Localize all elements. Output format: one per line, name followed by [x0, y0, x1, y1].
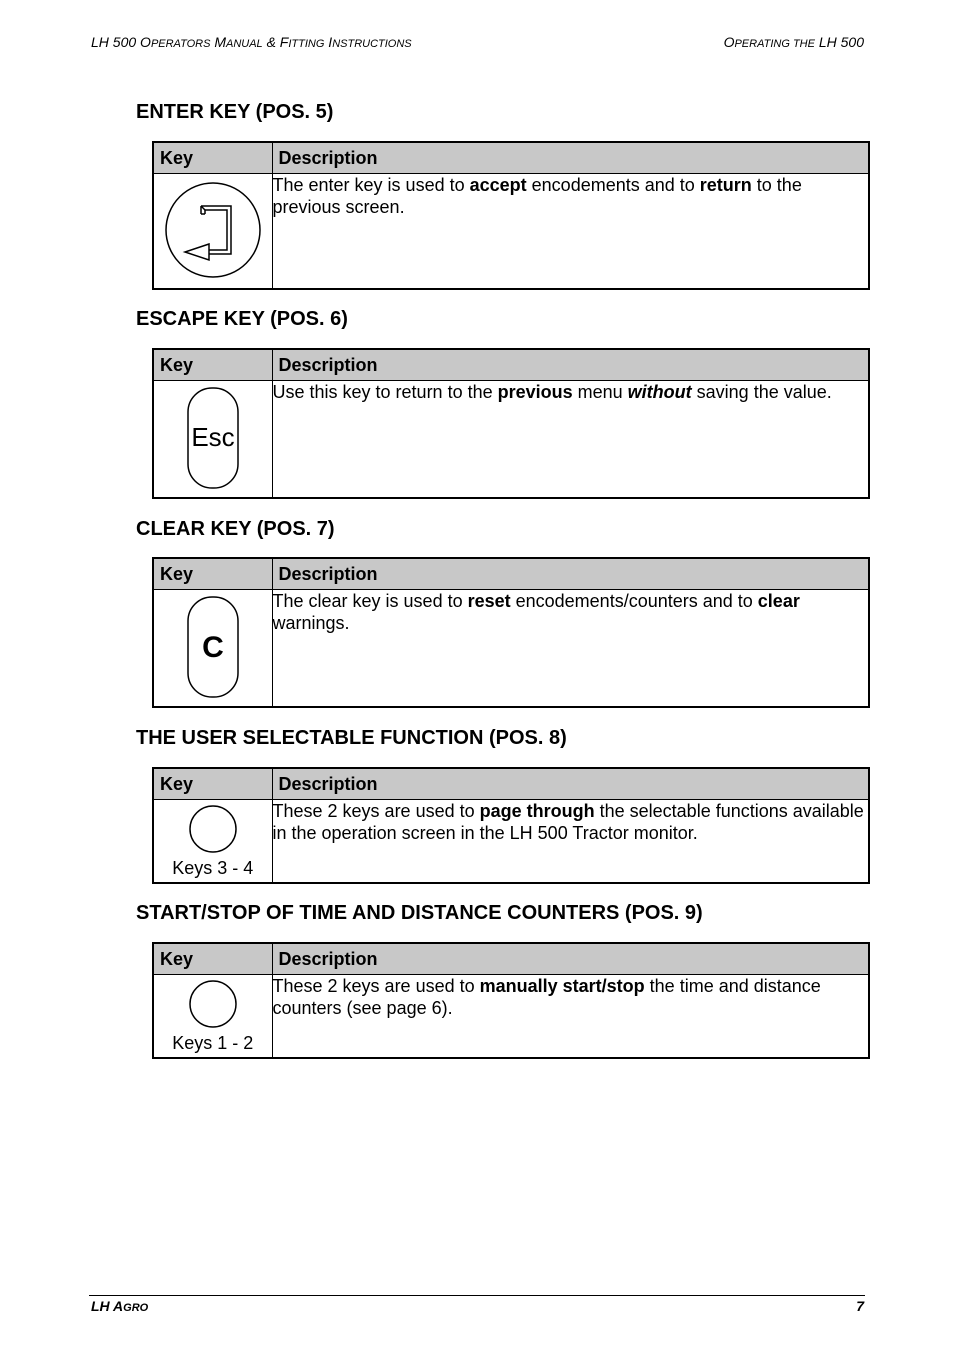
running-header-left: LH 500 OPERATORS MANUAL & FITTING INSTRUCTIONS	[91, 34, 412, 50]
round-key-icon	[188, 979, 238, 1029]
start-stop-counters-table	[152, 942, 870, 1059]
col-header-description: Description	[272, 349, 869, 381]
col-header-description: Description	[272, 142, 869, 174]
running-header-right: OPERATING THE LH 500	[723, 34, 864, 50]
col-header-key: Key	[153, 142, 272, 174]
key-cell	[153, 174, 272, 289]
round-key-icon	[188, 804, 238, 854]
esc-key-label: Esc	[191, 422, 235, 452]
clear-key-table	[152, 557, 870, 708]
col-header-description: Description	[272, 768, 869, 800]
section-title-enter-key: ENTER KEY (POS. 5)	[136, 101, 334, 123]
description-cell: Use this key to return to the previous menu without saving the value.	[272, 381, 869, 498]
col-header-key: Key	[153, 558, 272, 590]
user-selectable-function-table	[152, 767, 870, 884]
section-title-escape-key: ESCAPE KEY (POS. 6)	[136, 308, 348, 330]
key-cell	[153, 975, 272, 1058]
description-cell: The enter key is used to accept encodements and to return to the previous screen.	[272, 174, 869, 289]
key-label: Keys 1 - 2	[172, 1033, 254, 1053]
enter-key-table	[152, 141, 870, 290]
key-cell	[153, 381, 272, 498]
section-title-start-stop-counters: START/STOP OF TIME AND DISTANCE COUNTERS (POS. 9)	[136, 902, 703, 924]
description-cell: These 2 keys are used to page through the selectable functions available in the operation screen in the LH 500 Tractor monitor.	[272, 800, 869, 883]
footer-rule	[89, 1295, 865, 1296]
col-header-key: Key	[153, 768, 272, 800]
key-cell	[153, 800, 272, 883]
description-cell: These 2 keys are used to manually start/stop the time and distance counters (see page 6).	[272, 975, 869, 1058]
clear-key-label: C	[201, 631, 224, 664]
section-title-clear-key: CLEAR KEY (POS. 7)	[136, 518, 335, 540]
key-cell	[153, 590, 272, 707]
clear-key-icon	[183, 595, 243, 699]
col-header-description: Description	[272, 943, 869, 975]
col-header-key: Key	[153, 943, 272, 975]
escape-key-table	[152, 348, 870, 499]
section-title-user-selectable-function: THE USER SELECTABLE FUNCTION (POS. 8)	[136, 727, 567, 749]
col-header-key: Key	[153, 349, 272, 381]
footer-company: LH AGRO	[91, 1298, 149, 1314]
page-number: 7	[856, 1298, 864, 1314]
key-label: Keys 3 - 4	[172, 858, 254, 878]
description-cell: The clear key is used to reset encodements/counters and to clear warnings.	[272, 590, 869, 707]
col-header-description: Description	[272, 558, 869, 590]
enter-key-icon	[163, 180, 263, 280]
esc-key-icon	[183, 386, 243, 490]
